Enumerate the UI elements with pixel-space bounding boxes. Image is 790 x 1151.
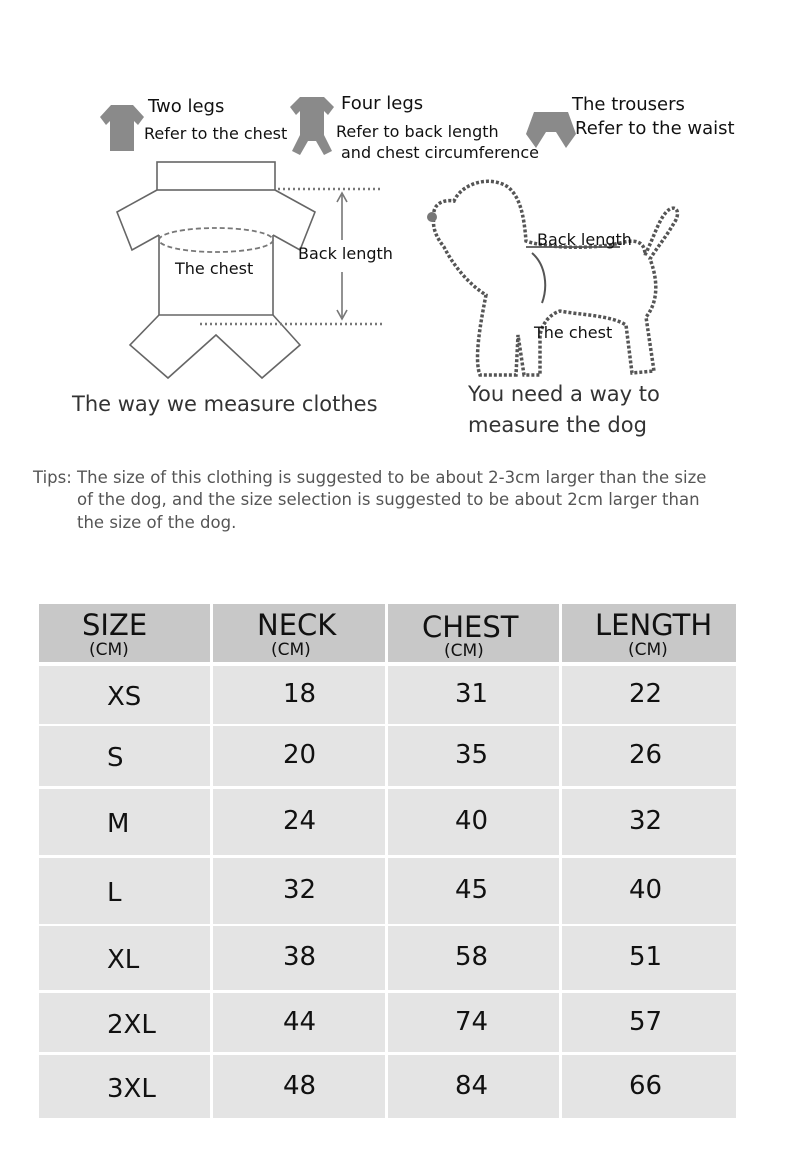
table-cell-length [562,666,736,724]
trousers-title: The trousers [572,94,685,115]
table-cell-value: 58 [455,942,489,972]
table-cell-value: 51 [629,942,663,972]
table-cell-value: 40 [629,875,663,905]
size-table [39,604,736,1118]
table-cell-length [562,1055,736,1118]
table-cell-chest [388,666,559,724]
header-size-unit: (CM) [89,640,129,660]
trousers-icon [524,110,578,150]
table-cell-size [39,666,210,724]
table-cell-value: M [107,809,130,839]
clothes-caption: The way we measure clothes [72,392,378,416]
table-cell-chest [388,726,559,786]
table-cell-chest [388,858,559,924]
dog-chest-label: The chest [534,323,613,342]
trousers-desc: Refer to the waist [575,118,735,139]
two-legs-title: Two legs [148,96,225,117]
table-cell-neck [213,1055,385,1118]
table-cell-size [39,726,210,786]
four-legs-suit-icon [288,95,336,157]
table-cell-neck [213,926,385,990]
header-cell-chest [388,604,559,662]
table-cell-value: 44 [283,1007,317,1037]
dog-back-length-label: Back length [537,230,632,249]
dog-outline-icon [420,175,685,380]
header-cell-neck [213,604,385,662]
table-cell-neck [213,666,385,724]
table-cell-length [562,858,736,924]
table-cell-value: 74 [455,1007,489,1037]
header-cell-size [39,604,210,662]
table-cell-value: 84 [455,1071,489,1101]
table-cell-neck [213,789,385,855]
table-cell-size [39,858,210,924]
clothes-chest-label: The chest [175,259,254,278]
table-cell-neck [213,858,385,924]
tips-line-2: of the dog, and the size selection is suggested to be about 2cm larger than [77,490,700,509]
table-cell-value: 32 [283,875,317,905]
dog-caption-line-2: measure the dog [468,413,647,437]
header-length-unit: (CM) [628,640,668,660]
header-chest-title: CHEST [422,610,519,644]
table-cell-value: 45 [455,875,489,905]
table-cell-value: 38 [283,942,317,972]
header-chest-unit: (CM) [444,641,484,661]
two-legs-shirt-icon [98,103,146,153]
four-legs-title: Four legs [341,93,424,114]
table-cell-value: 26 [629,740,663,770]
table-cell-value: L [107,878,122,908]
table-cell-value: 24 [283,806,317,836]
table-cell-value: 48 [283,1071,317,1101]
table-cell-value: 40 [455,806,489,836]
table-cell-value: 3XL [107,1074,156,1104]
header-cell-length [562,604,736,662]
table-cell-value: 18 [283,679,317,709]
table-cell-length [562,926,736,990]
table-cell-chest [388,993,559,1052]
dog-caption-line-1: You need a way to [468,382,660,406]
table-cell-value: XS [107,682,142,712]
table-cell-value: 35 [455,740,489,770]
table-cell-neck [213,726,385,786]
header-neck-unit: (CM) [271,640,311,660]
tips-line-3: the size of the dog. [77,513,237,532]
table-cell-value: 66 [629,1071,663,1101]
table-cell-size [39,789,210,855]
table-cell-size [39,993,210,1052]
table-cell-value: 22 [629,679,663,709]
table-cell-length [562,789,736,855]
four-legs-desc-2: and chest circumference [341,143,539,162]
table-cell-value: 20 [283,740,317,770]
header-neck-title: NECK [257,608,337,642]
table-cell-length [562,993,736,1052]
table-cell-value: 2XL [107,1010,156,1040]
table-cell-chest [388,789,559,855]
clothes-back-length-label: Back length [298,244,393,263]
table-cell-value: XL [107,945,140,975]
table-cell-chest [388,1055,559,1118]
two-legs-desc: Refer to the chest [144,124,288,143]
header-length-title: LENGTH [595,608,713,642]
table-cell-size [39,1055,210,1118]
table-cell-value: S [107,743,124,773]
tips-line-1: Tips: The size of this clothing is suggested to be about 2-3cm larger than the size [33,468,707,487]
table-cell-size [39,926,210,990]
table-cell-value: 57 [629,1007,663,1037]
header-size-title: SIZE [82,608,148,642]
table-cell-chest [388,926,559,990]
table-cell-length [562,726,736,786]
four-legs-desc-1: Refer to back length [336,122,499,141]
table-cell-value: 31 [455,679,489,709]
table-cell-value: 32 [629,806,663,836]
clothes-outline-icon [110,160,400,382]
table-cell-neck [213,993,385,1052]
